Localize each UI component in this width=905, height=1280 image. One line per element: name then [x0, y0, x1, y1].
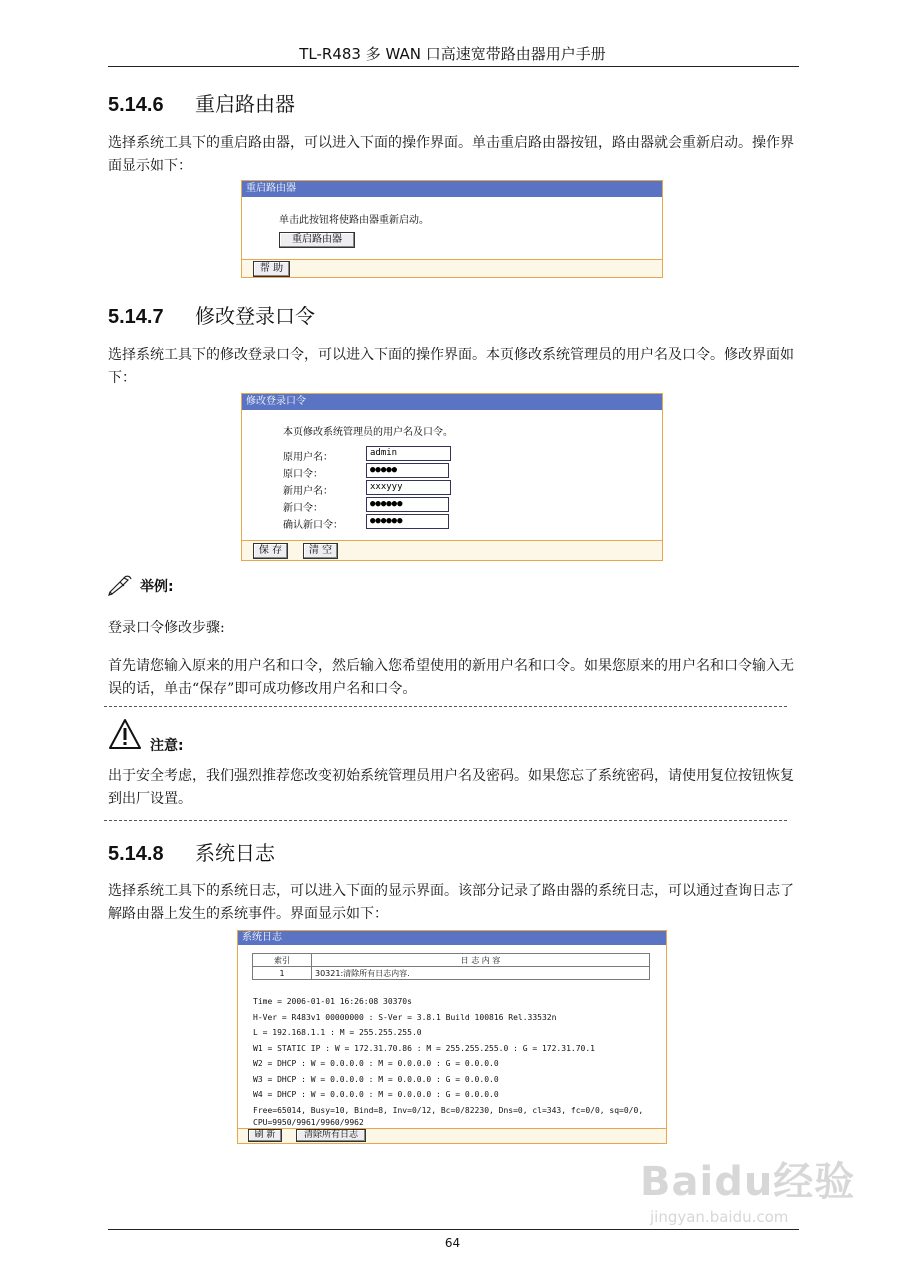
section-title: 系统日志: [195, 841, 275, 865]
password-description: 本页修改系统管理员的用户名及口令。: [283, 427, 453, 438]
panel-footer: [242, 540, 662, 560]
section-number: 5.14.8: [108, 843, 164, 865]
panel-title-bar: 修改登录口令: [242, 394, 662, 410]
header-rule: [108, 66, 799, 67]
panel-footer: [242, 259, 662, 277]
new-password-input[interactable]: ●●●●●●: [366, 497, 449, 512]
refresh-button[interactable]: 刷 新: [248, 1129, 282, 1142]
column-header-index: 索引: [253, 954, 312, 967]
page-number: 64: [444, 1236, 461, 1250]
example-steps-title: 登录口令修改步骤:: [108, 620, 225, 636]
log-line-wan4: W4 = DHCP : W = 0.0.0.0 : M = 0.0.0.0 : G = 0.0.0.0: [253, 1090, 499, 1099]
panel-footer: [238, 1128, 666, 1143]
log-line-lan: L = 192.168.1.1 : M = 255.255.255.0: [253, 1028, 422, 1037]
paragraph-password: 选择系统工具下的修改登录口令，可以进入下面的操作界面。本页修改系统管理员的用户名及口令。修改界面如下：: [108, 347, 794, 386]
column-header-content: 日 志 内 容: [312, 954, 650, 967]
old-password-label: 原口令：: [283, 469, 323, 480]
log-index-cell: 1: [253, 967, 312, 980]
section-title: 重启路由器: [195, 92, 295, 116]
heading-5-14-7: [108, 300, 315, 329]
new-username-label: 新用户名：: [283, 486, 333, 497]
panel-title-bar: 系统日志: [238, 931, 666, 945]
section-number: 5.14.6: [108, 94, 164, 116]
log-content-cell: 30321:清除所有日志内容.: [312, 967, 650, 980]
log-line-wan3: W3 = DHCP : W = 0.0.0.0 : M = 0.0.0.0 : G = 0.0.0.0: [253, 1075, 499, 1084]
new-username-input[interactable]: xxxyyy: [366, 480, 451, 495]
note-label: 注意:: [150, 738, 184, 754]
note-divider-top: [104, 706, 787, 707]
confirm-password-input[interactable]: ●●●●●●: [366, 514, 449, 529]
paragraph-reboot: 选择系统工具下的重启路由器，可以进入下面的操作界面。单击重启路由器按钮，路由器就会重新启动。操作界面显示如下：: [108, 135, 794, 174]
reboot-description: 单击此按钮将使路由器重新启动。: [279, 215, 429, 226]
panel-title-bar: 重启路由器: [242, 181, 662, 197]
example-steps-text: 首先请您输入原来的用户名和口令，然后输入您希望使用的新用户名和口令。如果您原来的用户名和口令输入无误的话，单击“保存”即可成功修改用户名和口令。: [108, 658, 794, 697]
old-username-label: 原用户名：: [283, 452, 333, 463]
new-password-label: 新口令：: [283, 503, 323, 514]
baidu-watermark: Baidu经验: [640, 1159, 856, 1205]
old-username-input[interactable]: admin: [366, 446, 451, 461]
log-line-cpu: CPU=9950/9961/9960/9962: [253, 1118, 364, 1127]
clear-button[interactable]: 清 空: [303, 543, 338, 559]
section-title: 修改登录口令: [195, 304, 315, 328]
log-line-stats: Free=65014, Busy=10, Bind=8, Inv=0/12, Bc=0/82230, Dns=0, cl=343, fc=0/0, sq=0/0,: [253, 1106, 644, 1115]
note-divider-bottom: [104, 820, 787, 821]
paragraph-syslog: 选择系统工具下的系统日志，可以进入下面的显示界面。该部分记录了路由器的系统日志，可以通过查询日志了解路由器上发生的系统事件。界面显示如下：: [108, 883, 794, 922]
reboot-panel: [241, 180, 663, 278]
clear-all-logs-button[interactable]: 清除所有日志: [296, 1129, 366, 1142]
save-button[interactable]: 保 存: [253, 543, 288, 559]
password-panel: [241, 393, 663, 561]
log-table: [252, 953, 650, 980]
log-line-time: Time = 2006-01-01 16:26:08 30370s: [253, 997, 412, 1006]
footer-rule: [108, 1229, 799, 1230]
heading-5-14-8: [108, 837, 275, 866]
old-password-input[interactable]: ●●●●●: [366, 463, 449, 478]
hand-writing-icon: [108, 574, 134, 596]
log-line-wan2: W2 = DHCP : W = 0.0.0.0 : M = 0.0.0.0 : G = 0.0.0.0: [253, 1059, 499, 1068]
warning-triangle-icon: [108, 718, 142, 750]
syslog-panel: [237, 930, 667, 1144]
help-button[interactable]: 帮 助: [253, 261, 290, 277]
baidu-watermark-url: jingyan.baidu.com: [650, 1208, 789, 1226]
table-row: [253, 967, 650, 980]
log-line-version: H-Ver = R483v1 00000000 : S-Ver = 3.8.1 Build 100816 Rel.33532n: [253, 1013, 557, 1022]
running-header: TL-R483 多 WAN 口高速宽带路由器用户手册: [299, 45, 606, 63]
heading-5-14-6: [108, 88, 295, 117]
log-line-wan1: W1 = STATIC IP : W = 172.31.70.86 : M = 255.255.255.0 : G = 172.31.70.1: [253, 1044, 595, 1053]
note-text: 出于安全考虑，我们强烈推荐您改变初始系统管理员用户名及密码。如果您忘了系统密码，请使用复位按钮恢复到出厂设置。: [108, 768, 794, 807]
confirm-password-label: 确认新口令：: [283, 520, 343, 531]
section-number: 5.14.7: [108, 306, 164, 328]
log-table-header: [253, 954, 650, 967]
example-label: 举例:: [140, 579, 174, 595]
reboot-button[interactable]: 重启路由器: [279, 232, 355, 248]
